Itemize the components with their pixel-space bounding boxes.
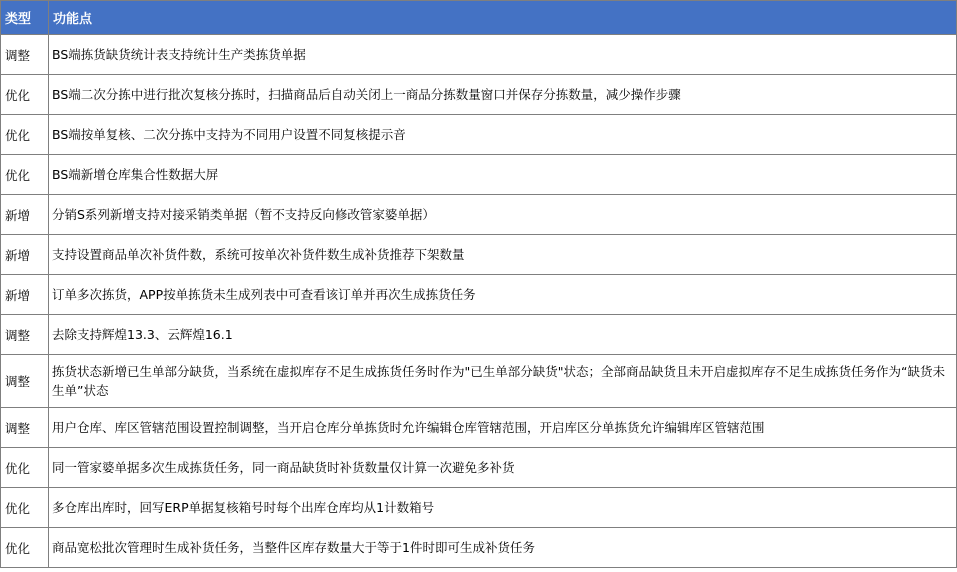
row-type-cell: 优化 bbox=[1, 75, 49, 115]
row-type-cell: 调整 bbox=[1, 355, 49, 408]
row-type-cell: 优化 bbox=[1, 488, 49, 528]
table-row bbox=[1, 75, 957, 115]
row-feature-cell: 拣货状态新增已生单部分缺货，当系统在虚拟库存不足生成拣货任务时作为"已生单部分缺货"状态；全部商品缺货且未开启虚拟库存不足生成拣货任务作为“缺货未生单”状态 bbox=[49, 355, 957, 408]
table-row bbox=[1, 115, 957, 155]
table-row bbox=[1, 488, 957, 528]
row-type-cell: 调整 bbox=[1, 408, 49, 448]
row-feature-cell: 订单多次拣货，APP按单拣货未生成列表中可查看该订单并再次生成拣货任务 bbox=[49, 275, 957, 315]
row-type-cell: 优化 bbox=[1, 155, 49, 195]
row-type-cell: 优化 bbox=[1, 528, 49, 568]
table-row bbox=[1, 195, 957, 235]
row-type-cell: 新增 bbox=[1, 235, 49, 275]
row-feature-cell: 用户仓库、库区管辖范围设置控制调整，当开启仓库分单拣货时允许编辑仓库管辖范围，开启库区分单拣货允许编辑库区管辖范围 bbox=[49, 408, 957, 448]
table-row bbox=[1, 235, 957, 275]
table-row bbox=[1, 155, 957, 195]
table-row bbox=[1, 275, 957, 315]
table-row bbox=[1, 315, 957, 355]
row-feature-cell: 多仓库出库时，回写ERP单据复核箱号时每个出库仓库均从1计数箱号 bbox=[49, 488, 957, 528]
header-row bbox=[1, 1, 957, 35]
table-row bbox=[1, 35, 957, 75]
header-type: 类型 bbox=[1, 1, 49, 35]
row-feature-cell: BS端二次分拣中进行批次复核分拣时，扫描商品后自动关闭上一商品分拣数量窗口并保存分拣数量，减少操作步骤 bbox=[49, 75, 957, 115]
table-row bbox=[1, 448, 957, 488]
row-feature-cell: BS端新增仓库集合性数据大屏 bbox=[49, 155, 957, 195]
row-type-cell: 优化 bbox=[1, 448, 49, 488]
row-feature-cell: 同一管家婆单据多次生成拣货任务，同一商品缺货时补货数量仅计算一次避免多补货 bbox=[49, 448, 957, 488]
row-feature-cell: 商品宽松批次管理时生成补货任务，当整件区库存数量大于等于1件时即可生成补货任务 bbox=[49, 528, 957, 568]
row-type-cell: 优化 bbox=[1, 115, 49, 155]
table-row bbox=[1, 408, 957, 448]
table-row bbox=[1, 528, 957, 568]
row-feature-cell: BS端拣货缺货统计表支持统计生产类拣货单据 bbox=[49, 35, 957, 75]
table-header bbox=[1, 1, 957, 35]
header-feature: 功能点 bbox=[49, 1, 957, 35]
table-row bbox=[1, 355, 957, 408]
row-type-cell: 新增 bbox=[1, 275, 49, 315]
table-body bbox=[1, 35, 957, 568]
row-feature-cell: 支持设置商品单次补货件数，系统可按单次补货件数生成补货推荐下架数量 bbox=[49, 235, 957, 275]
row-feature-cell: 去除支持辉煌13.3、云辉煌16.1 bbox=[49, 315, 957, 355]
row-type-cell: 调整 bbox=[1, 315, 49, 355]
row-type-cell: 调整 bbox=[1, 35, 49, 75]
row-feature-cell: BS端按单复核、二次分拣中支持为不同用户设置不同复核提示音 bbox=[49, 115, 957, 155]
row-type-cell: 新增 bbox=[1, 195, 49, 235]
row-feature-cell: 分销S系列新增支持对接采销类单据（暂不支持反向修改管家婆单据） bbox=[49, 195, 957, 235]
